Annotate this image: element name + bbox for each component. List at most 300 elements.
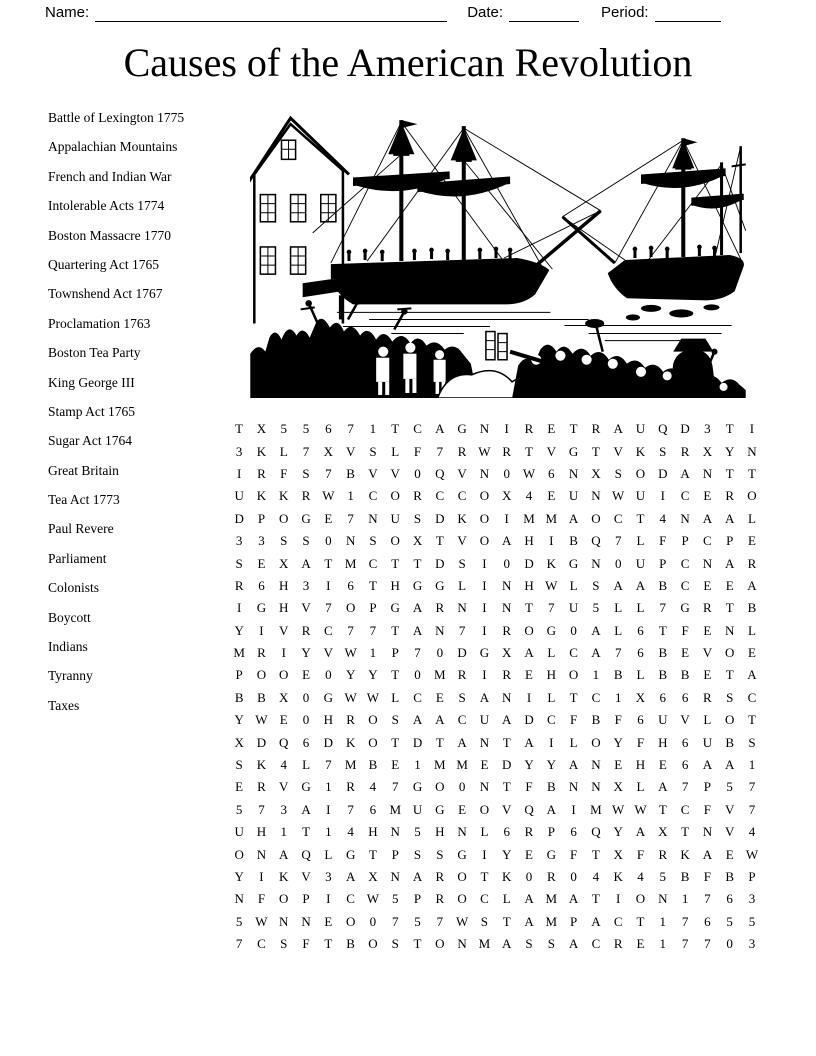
grid-cell: 7 [347, 510, 354, 526]
word-list [48, 111, 233, 728]
grid-cell: S [369, 443, 377, 459]
grid-cell: K [502, 869, 512, 884]
grid-cell: A [724, 510, 735, 526]
grid-cell: N [256, 846, 267, 862]
grid-cell: V [702, 645, 713, 661]
grid-cell: I [660, 488, 665, 504]
grid-cell: V [457, 533, 467, 549]
grid-cell: G [256, 600, 267, 616]
boston-tea-party-illustration [250, 110, 746, 398]
grid-cell: D [323, 734, 334, 750]
grid-cell: R [680, 443, 690, 459]
grid-cell: N [658, 891, 668, 907]
grid-cell: A [546, 801, 556, 817]
grid-cell: S [614, 465, 622, 481]
grid-cell: T [302, 824, 311, 840]
grid-cell: T [658, 622, 667, 638]
grid-cell: U [635, 421, 646, 437]
grid-cell: W [255, 712, 268, 728]
grid-cell: O [479, 510, 490, 526]
grid-cell: Y [502, 846, 512, 862]
grid-cell: E [703, 622, 712, 638]
grid-cell: R [546, 869, 556, 884]
grid-cell: U [479, 712, 490, 728]
grid-cell: T [368, 577, 377, 593]
grid-cell: U [412, 801, 423, 817]
grid-cell: 7 [748, 801, 756, 817]
grid-cell: B [569, 533, 578, 549]
grid-cell: P [703, 779, 711, 795]
word-list-item: Taxes [48, 697, 80, 713]
grid-cell: 3 [704, 421, 711, 437]
grid-cell: P [391, 846, 399, 862]
grid-cell: P [413, 891, 422, 907]
grid-cell: 6 [637, 712, 644, 728]
grid-cell: L [547, 645, 556, 661]
grid-cell: I [549, 533, 554, 549]
grid-cell: P [257, 510, 266, 526]
grid-cell: T [391, 667, 400, 683]
grid-cell: 5 [235, 913, 243, 929]
grid-cell: F [703, 869, 711, 884]
grid-cell: N [724, 622, 735, 638]
grid-cell: 4 [659, 510, 667, 526]
grid-cell: T [413, 555, 422, 571]
grid-cell: U [635, 555, 646, 571]
grid-cell: Y [613, 734, 623, 750]
grid-cell: T [480, 869, 489, 884]
grid-cell: H [256, 824, 267, 840]
grid-cell: 7 [748, 779, 756, 795]
grid-cell: 5 [302, 421, 310, 437]
grid-cell: E [748, 533, 756, 549]
grid-cell: M [590, 801, 602, 817]
grid-cell: A [457, 734, 467, 750]
grid-cell: A [724, 757, 735, 773]
grid-cell: R [502, 622, 512, 638]
grid-cell: A [412, 600, 423, 616]
grid-cell: H [368, 824, 378, 840]
grid-cell: E [703, 667, 712, 683]
grid-cell: 7 [436, 913, 444, 929]
grid-cell: O [368, 712, 378, 728]
grid-cell: I [482, 600, 487, 616]
grid-cell: 5 [414, 913, 421, 929]
grid-cell: V [680, 712, 690, 728]
grid-cell: 1 [280, 824, 287, 840]
grid-cell: 1 [592, 667, 600, 683]
grid-cell: 0 [570, 622, 577, 638]
grid-cell: T [391, 555, 400, 571]
grid-cell: 0 [726, 936, 733, 952]
grid-cell: W [634, 801, 647, 817]
grid-cell: P [369, 600, 377, 616]
grid-cell: X [658, 824, 668, 840]
grid-cell: E [235, 779, 244, 795]
grid-cell: F [569, 712, 578, 728]
grid-cell: K [457, 510, 467, 526]
word-list-item: Colonists [48, 580, 100, 596]
grid-cell: T [748, 465, 756, 481]
grid-cell: 0 [614, 555, 622, 571]
grid-cell: H [323, 712, 334, 728]
grid-cell: T [502, 913, 511, 929]
grid-cell: 0 [302, 712, 310, 728]
grid-cell: P [235, 667, 243, 683]
grid-cell: N [479, 734, 490, 750]
grid-cell: Y [345, 667, 356, 683]
grid-cell: 0 [503, 465, 510, 481]
grid-cell: N [591, 779, 601, 795]
grid-cell: O [279, 510, 289, 526]
grid-cell: T [725, 421, 734, 437]
grid-cell: H [524, 533, 534, 549]
grid-cell: X [502, 645, 512, 661]
grid-cell: I [281, 645, 286, 661]
grid-cell: 5 [235, 801, 243, 817]
grid-cell: N [568, 465, 579, 481]
grid-cell: M [478, 936, 491, 952]
grid-cell: C [457, 712, 467, 728]
grid-cell: D [234, 510, 244, 526]
grid-cell: K [613, 869, 623, 884]
grid-cell: G [323, 689, 334, 705]
grid-cell: R [703, 689, 712, 705]
period-label: Period: [601, 4, 649, 21]
grid-cell: B [658, 577, 668, 593]
grid-cell: I [504, 421, 509, 437]
grid-cell: S [280, 533, 288, 549]
grid-cell: X [502, 488, 512, 504]
grid-cell: V [368, 465, 378, 481]
grid-cell: Q [301, 846, 311, 862]
grid-cell: 7 [704, 936, 711, 952]
grid-cell: O [568, 667, 579, 683]
grid-cell: S [480, 913, 489, 929]
grid-cell: A [702, 846, 713, 862]
grid-cell: A [524, 913, 534, 929]
grid-cell: R [747, 555, 757, 571]
grid-cell: S [302, 465, 310, 481]
grid-cell: S [458, 555, 466, 571]
grid-cell: F [636, 734, 645, 750]
grid-cell: R [435, 891, 445, 907]
grid-cell: H [658, 734, 668, 750]
grid-cell: E [614, 757, 623, 773]
grid-cell: N [457, 936, 467, 952]
grid-cell: 6 [659, 689, 667, 705]
grid-cell: K [256, 757, 267, 773]
grid-cell: N [702, 555, 713, 571]
grid-cell: N [502, 577, 512, 593]
grid-cell: W [522, 465, 536, 481]
grid-cell: S [369, 533, 377, 549]
grid-cell: P [659, 555, 667, 571]
grid-cell: P [748, 869, 756, 884]
grid-cell: G [568, 555, 579, 571]
grid-cell: E [324, 510, 333, 526]
grid-cell: L [636, 600, 645, 616]
grid-cell: L [636, 779, 645, 795]
grid-cell: U [568, 600, 579, 616]
grid-cell: A [479, 689, 490, 705]
grid-cell: B [346, 465, 355, 481]
grid-cell: 0 [436, 645, 444, 661]
grid-cell: L [547, 689, 556, 705]
grid-cell: N [479, 779, 490, 795]
grid-cell: Y [546, 757, 556, 773]
grid-cell: T [569, 421, 578, 437]
grid-cell: 1 [369, 421, 377, 437]
grid-cell: A [502, 712, 512, 728]
grid-cell: 7 [614, 533, 622, 549]
grid-cell: C [457, 488, 467, 504]
grid-cell: G [546, 846, 556, 862]
grid-cell: M [389, 801, 401, 817]
grid-cell: 0 [458, 779, 466, 795]
grid-cell: R [435, 600, 445, 616]
grid-cell: S [391, 712, 399, 728]
grid-cell: I [326, 891, 331, 907]
grid-cell: K [680, 846, 690, 862]
grid-cell: A [301, 555, 311, 571]
grid-cell: M [233, 645, 245, 661]
grid-cell: W [366, 891, 380, 907]
grid-cell: I [482, 622, 487, 638]
grid-cell: 4 [369, 779, 377, 795]
word-list-item: Proclamation 1763 [48, 315, 151, 331]
grid-cell: A [568, 936, 579, 952]
grid-cell: V [279, 779, 289, 795]
grid-cell: S [659, 443, 667, 459]
grid-cell: Q [591, 533, 601, 549]
grid-cell: O [279, 667, 289, 683]
grid-cell: F [302, 936, 310, 952]
grid-cell: V [502, 801, 512, 817]
grid-cell: 7 [681, 913, 689, 929]
grid-cell: L [614, 600, 623, 616]
grid-cell: C [591, 689, 601, 705]
grid-cell: T [636, 510, 645, 526]
grid-cell: N [368, 510, 378, 526]
grid-cell: R [257, 465, 266, 481]
grid-cell: N [457, 600, 467, 616]
grid-cell: 6 [637, 645, 644, 661]
grid-cell: 6 [347, 577, 354, 593]
grid-cell: X [323, 443, 334, 459]
grid-cell: 1 [369, 645, 377, 661]
grid-cell: I [482, 846, 487, 862]
grid-cell: A [279, 846, 289, 862]
grid-cell: E [257, 555, 266, 571]
grid-cell: B [346, 936, 355, 952]
grid-cell: F [703, 801, 711, 817]
grid-cell: T [725, 600, 734, 616]
grid-cell: 4 [525, 488, 533, 504]
grid-cell: C [747, 689, 757, 705]
grid-cell: O [724, 645, 735, 661]
grid-cell: E [302, 667, 311, 683]
grid-cell: R [591, 421, 601, 437]
grid-cell: 0 [325, 533, 332, 549]
grid-cell: O [635, 465, 646, 481]
grid-cell: N [747, 443, 757, 459]
grid-cell: I [482, 667, 487, 683]
grid-cell: X [635, 689, 646, 705]
grid-cell: 3 [235, 443, 243, 459]
grid-cell: S [547, 936, 555, 952]
grid-cell: 7 [325, 757, 332, 773]
grid-cell: E [480, 757, 489, 773]
grid-cell: I [749, 421, 755, 437]
grid-cell: 6 [570, 824, 577, 840]
grid-cell: 6 [369, 801, 377, 817]
grid-cell: N [591, 488, 601, 504]
grid-cell: D [658, 465, 668, 481]
grid-cell: D [435, 555, 445, 571]
grid-cell: R [457, 667, 467, 683]
header [45, 4, 737, 22]
grid-cell: G [568, 443, 579, 459]
grid-cell: I [259, 622, 264, 638]
grid-cell: O [724, 712, 735, 728]
grid-cell: A [412, 869, 423, 884]
grid-cell: A [524, 645, 534, 661]
grid-cell: I [504, 510, 509, 526]
grid-cell: A [680, 465, 690, 481]
grid-cell: R [658, 846, 668, 862]
grid-cell: O [479, 488, 490, 504]
grid-cell: K [345, 734, 356, 750]
grid-cell: R [457, 443, 467, 459]
grid-cell: W [344, 689, 357, 705]
grid-cell: A [412, 712, 423, 728]
grid-cell: M [545, 510, 558, 526]
grid-cell: W [322, 488, 335, 504]
grid-cell: N [390, 824, 400, 840]
grid-cell: Q [435, 465, 445, 481]
grid-cell: 6 [325, 421, 332, 437]
grid-cell: T [725, 667, 734, 683]
grid-cell: A [524, 734, 534, 750]
grid-cell: C [480, 891, 489, 907]
grid-cell: H [546, 667, 556, 683]
grid-cell: I [571, 801, 576, 817]
grid-cell: M [434, 757, 446, 773]
grid-cell: O [368, 936, 378, 952]
grid-cell: N [680, 510, 690, 526]
grid-cell: 0 [369, 913, 377, 929]
grid-cell: W [545, 577, 558, 593]
grid-cell: W [612, 488, 625, 504]
grid-cell: E [658, 757, 667, 773]
grid-cell: T [569, 689, 578, 705]
grid-cell: W [455, 913, 469, 929]
grid-cell: 0 [414, 465, 421, 481]
grid-cell: 0 [325, 667, 332, 683]
grid-cell: H [279, 577, 289, 593]
grid-cell: 1 [681, 891, 689, 907]
grid-cell: G [457, 846, 467, 862]
grid-cell: A [591, 622, 601, 638]
grid-cell: G [345, 846, 356, 862]
grid-cell: C [591, 936, 601, 952]
grid-cell: R [524, 824, 534, 840]
grid-cell: 7 [347, 622, 354, 638]
word-list-item: French and Indian War [48, 168, 172, 184]
grid-cell: G [435, 801, 445, 817]
grid-cell: S [458, 689, 466, 705]
grid-cell: Y [368, 667, 378, 683]
grid-cell: X [279, 689, 289, 705]
grid-cell: V [613, 443, 623, 459]
grid-cell: T [324, 555, 333, 571]
grid-cell: V [279, 622, 289, 638]
grid-cell: H [435, 824, 445, 840]
grid-cell: F [525, 779, 533, 795]
date-blank-line [509, 6, 579, 22]
grid-cell: X [702, 443, 713, 459]
grid-cell: H [524, 577, 534, 593]
name-label: Name: [45, 4, 90, 21]
name-blank-line [95, 6, 447, 22]
grid-cell: 3 [235, 533, 243, 549]
grid-cell: W [745, 846, 759, 862]
grid-cell: B [680, 667, 690, 683]
grid-cell: 1 [414, 757, 421, 773]
grid-cell: 3 [280, 801, 287, 817]
grid-cell: 7 [659, 600, 667, 616]
grid-cell: O [524, 622, 534, 638]
grid-cell: L [569, 577, 578, 593]
grid-cell: P [569, 913, 578, 929]
grid-cell: R [502, 667, 512, 683]
grid-cell: 3 [748, 936, 756, 952]
grid-cell: S [391, 936, 399, 952]
grid-cell: M [344, 757, 357, 773]
grid-cell: U [568, 488, 579, 504]
grid-cell: O [345, 913, 356, 929]
grid-cell: U [702, 734, 713, 750]
grid-cell: T [502, 734, 511, 750]
grid-cell: S [235, 757, 243, 773]
grid-cell: R [524, 421, 534, 437]
grid-cell: E [547, 488, 556, 504]
grid-cell: Q [524, 801, 534, 817]
grid-cell: U [390, 510, 400, 526]
grid-cell: O [635, 891, 646, 907]
grid-cell: R [346, 779, 355, 795]
grid-cell: C [613, 510, 623, 526]
grid-cell: S [413, 510, 422, 526]
grid-cell: Q [658, 421, 668, 437]
grid-cell: V [457, 465, 467, 481]
grid-cell: C [368, 488, 378, 504]
grid-cell: M [545, 891, 558, 907]
grid-cell: L [502, 891, 511, 907]
grid-cell: E [681, 645, 690, 661]
grid-cell: W [255, 913, 268, 929]
grid-cell: 6 [681, 757, 689, 773]
grid-cell: S [592, 577, 600, 593]
word-list-item: Boston Tea Party [48, 345, 141, 361]
grid-cell: R [257, 779, 266, 795]
grid-cell: V [546, 443, 556, 459]
grid-cell: 1 [748, 757, 756, 773]
grid-cell: T [681, 824, 690, 840]
grid-cell: B [725, 869, 735, 884]
grid-cell: N [345, 533, 356, 549]
